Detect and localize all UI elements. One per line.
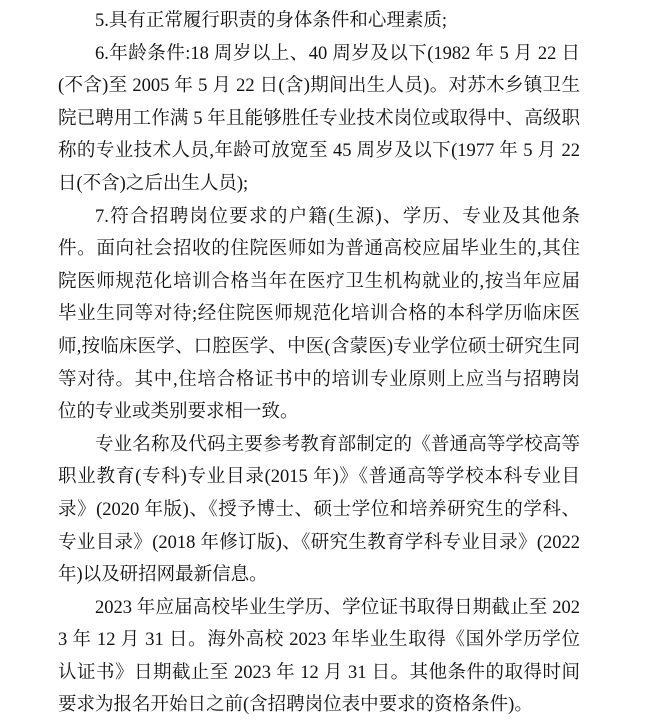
paragraph-graduation-certificate-deadlines: 2023 年应届高校毕业生学历、学位证书取得日期截止至 2023 年 12 月 31 日。海外高校 2023 年毕业生取得《国外学历学位认证书》日期截止至 2023 年 12 月 31 日。其他条件的取得时间要求为报名开始日之前(含招聘岗位表中要求的资格条件)。 xyxy=(58,597,580,716)
paragraph-item-6-age-requirements: 6.年龄条件:18 周岁以上、40 周岁及以下(1982 年 5 月 22 日(不含)至 2005 年 5 月 22 日(含)期间出生人员)。对苏木乡镇卫生院已聘用工作满 5 年且能够胜任专业技术岗位或取得中、高级职称的专业技术人员,年龄可放宽至 45 周岁及以下(1977 年 5 月 22 日(不含)之后出生人员); xyxy=(58,43,580,194)
paragraph-item-5-physical-conditions: 5.具有正常履行职责的身体条件和心理素质; xyxy=(95,11,448,31)
paragraph-item-7-position-requirements: 7.符合招聘岗位要求的户籍(生源)、学历、专业及其他条件。面向社会招收的住院医师如为普通高校应届毕业生的,其住院医师规范化培训合格当年在医疗卫生机构就业的,按当年应届毕业生同等对待;经住院医师规范化培训合格的本科学历临床医师,按临床医学、口腔医学、中医(含蒙医)专业学位硕士研究生同等对待。其中,住培合格证书中的培训专业原则上应当与招聘岗位的专业或类别要求相一致。 xyxy=(58,206,580,423)
paragraph-major-catalogs-reference: 专业名称及代码主要参考教育部制定的《普通高等学校高等职业教育(专科)专业目录(2015 年)》《普通高等学校本科专业目录》(2020 年版)、《授予博士、硕士学位和培养研究生的学科、专业目录》(2018 年修订版)、《研究生教育学科专业目录》(2022 年)以及研招网最新信息。 xyxy=(58,434,580,586)
